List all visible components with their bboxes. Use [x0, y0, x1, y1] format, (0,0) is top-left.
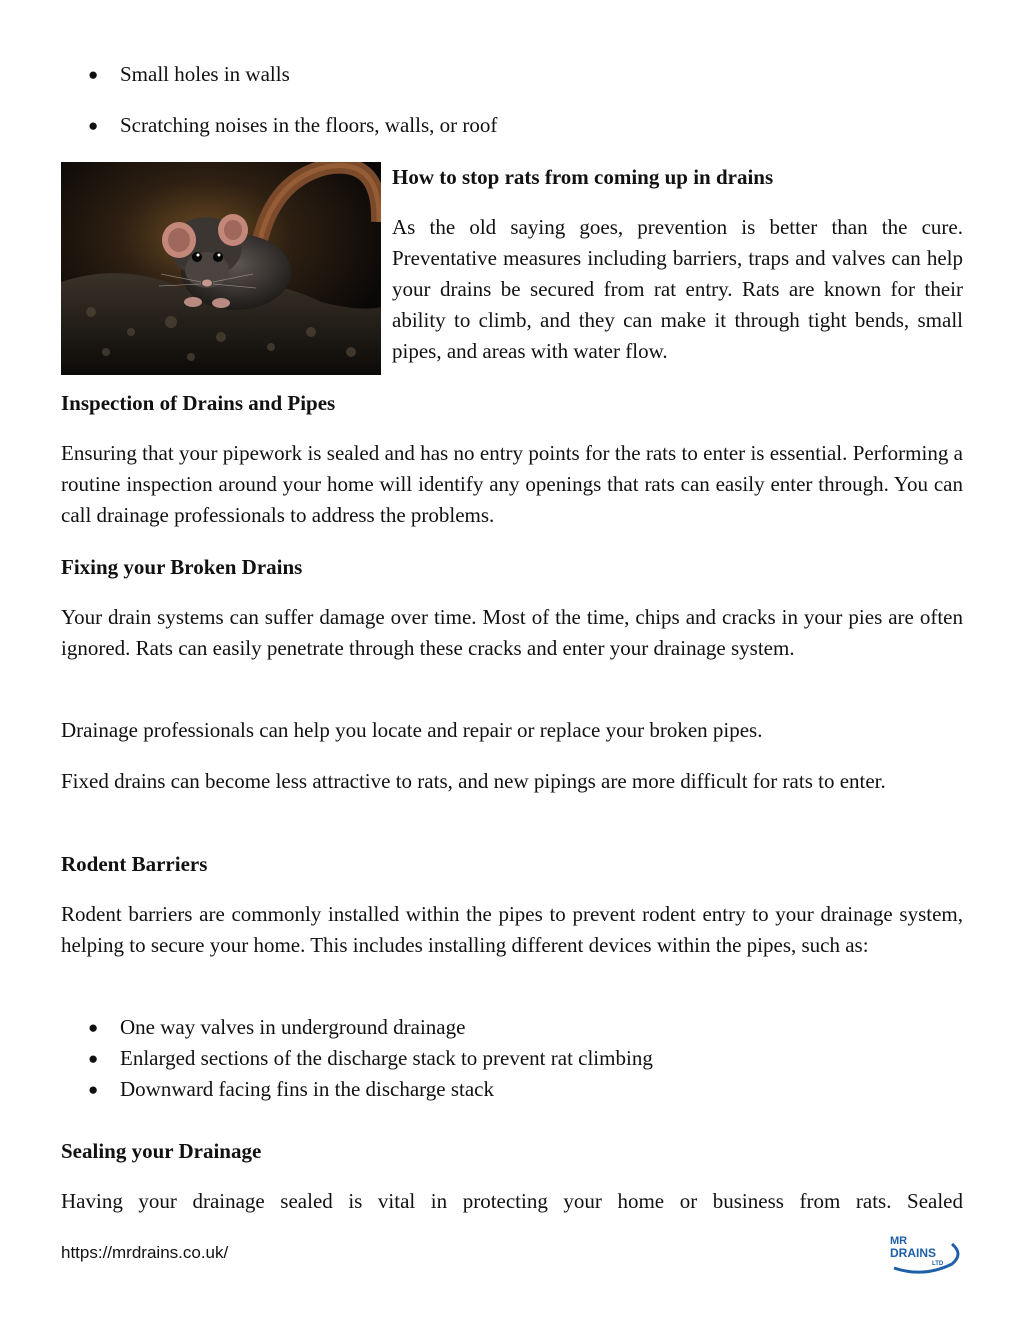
section-heading-barriers: Rodent Barriers [61, 852, 208, 876]
logo-text-ltd: LTD [932, 1261, 944, 1267]
list-item: ● Scratching noises in the floors, walls, or roof [88, 110, 497, 141]
list-item: ● One way valves in underground drainage [88, 1012, 653, 1043]
paragraph-prevention: As the old saying goes, prevention is better than the cure. Preventative measures including barriers, traps and valves can help your drains be secured from rat entry. Rats are known for their ability to climb, and they can make it through tight bends, small pipes, and areas with water flow. [392, 215, 963, 363]
list-item: ● Small holes in walls [88, 59, 497, 90]
mr-drains-logo [886, 1232, 962, 1274]
paragraph-inspection: Ensuring that your pipework is sealed and has no entry points for the rats to enter is essential. Performing a routine inspection around your home will identify any openings that rats can easily enter through. You can call drainage professionals to address the problems. [61, 441, 963, 527]
bullet-icon: ● [88, 65, 99, 84]
bullet-icon: ● [88, 1080, 99, 1099]
footer-url-link[interactable]: https://mrdrains.co.uk/ [61, 1243, 229, 1262]
section-heading-inspection: Inspection of Drains and Pipes [61, 391, 336, 415]
list-item: ● Enlarged sections of the discharge stack to prevent rat climbing [88, 1043, 653, 1074]
paragraph-fixing-1: Your drain systems can suffer damage over time. Most of the time, chips and cracks in your pies are often ignored. Rats can easily penetrate through these cracks and enter your drainage system. [61, 605, 963, 660]
paragraph-fixing-2: Drainage professionals can help you locate and repair or replace your broken pipes. [61, 718, 763, 742]
bullet-icon: ● [88, 1018, 99, 1037]
paragraph-fixing-3: Fixed drains can become less attractive to rats, and new pipings are more difficult for rats to enter. [61, 769, 886, 793]
bullet-icon: ● [88, 116, 99, 135]
barrier-devices-list [88, 1012, 653, 1105]
paragraph-barriers: Rodent barriers are commonly installed within the pipes to prevent rodent entry to your drainage system, helping to secure your home. This includes installing different devices within the pipes, such as: [61, 902, 963, 957]
logo-text-mr: MR [890, 1235, 908, 1247]
paragraph-sealing: Having your drainage sealed is vital in protecting your home or business from rats. Sealed [61, 1189, 963, 1213]
rat-in-pipe-photo [61, 162, 381, 375]
section-heading-fixing: Fixing your Broken Drains [61, 555, 303, 579]
list-item: ● Downward facing fins in the discharge stack [88, 1074, 653, 1105]
logo-text-drains: DRAINS [890, 1246, 937, 1260]
section-heading-stop-rats: How to stop rats from coming up in drains [392, 165, 774, 189]
top-bullet-list [88, 59, 497, 141]
bullet-icon: ● [88, 1049, 99, 1068]
section-heading-sealing: Sealing your Drainage [61, 1139, 262, 1163]
